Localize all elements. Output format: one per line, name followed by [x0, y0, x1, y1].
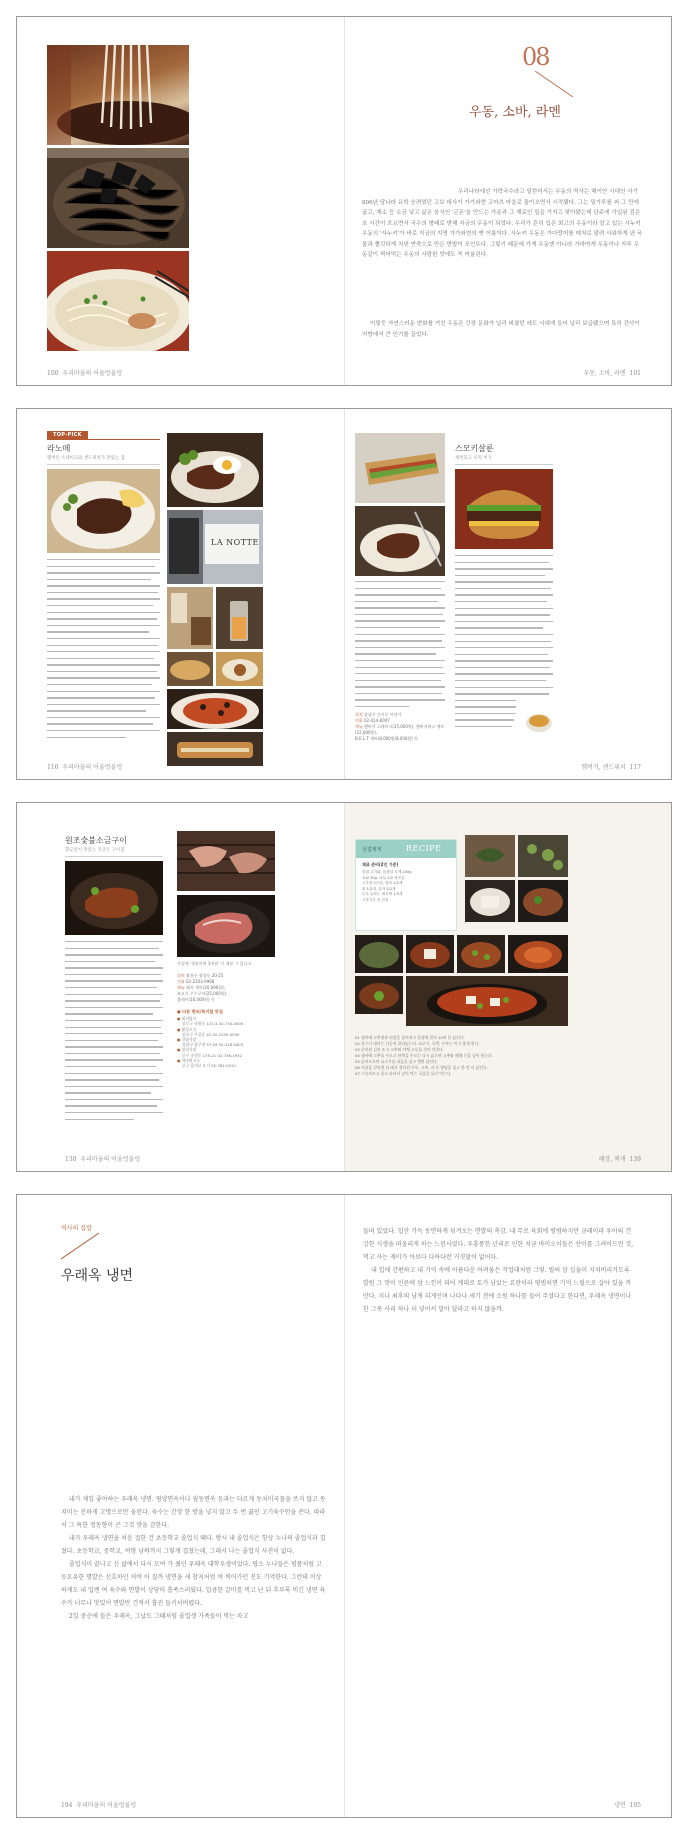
list-item — [177, 1027, 287, 1037]
photo-ramen — [47, 251, 189, 351]
other-heading-text: 다른 편의/특이할 맛집 — [182, 1009, 223, 1014]
top-pick-badge: TOP-PICK — [47, 431, 88, 439]
ingredient-line: 고추장 2큰술, 양파 1/2개 — [362, 881, 403, 886]
other-restaurants — [177, 1009, 287, 1068]
photo-raw-meat-grill — [177, 895, 275, 957]
folio-left-number: 194 — [61, 1802, 73, 1809]
body-text-paragraph-1: 우리나라에선 가락국수라고 일컫어서는 우동의 역사는 헤이안 시대인 서기 806년 당나라 유학 승려였던 고보 대사가 가가와현 고마츠 마을로 돌아오면서 시작됐다. 그는 밀가루를 써 그 만에 굽고, 재소 등 소금 넣고 삶은 음식인 '곤몬'을 만드는 가운과 그 재료인 밀을 가지고 찾아왔는데 단주에 가입된 검은호 시간이 흐르면서 국수의 형태로 변해 지금의 우동이 되었다. 우리가 흔히 입은 최고의 우동이라 알고 있는 사누키 우동의 '사누키'가 바로 지금의 지명 가가와현의 옛 이름이다. 사누키 우동은 가다랑어를 데쳐로 말려 사워하게 낸 국물과 쫄깃하게 치댄 반죽으로 만든 면발이 포인트다. 그렇기 때문에 가게 우동엔 아니라 가마야게 우동이나 자루 우동같이 찍어먹는 우동의 사람한 맛에도 꼭 어울린다. — [362, 189, 643, 258]
photo-steak-egg — [167, 433, 263, 507]
info-value: 강남구 신사동 어딘가 — [364, 712, 402, 717]
photo-step-8 — [508, 935, 568, 973]
ingredient-line: 파 1/2대, 감자 1/2개 — [362, 886, 396, 891]
gutter — [344, 1195, 345, 1817]
essay-paragraph: 내가 제일 좋아하는 우래옥 냉면. 평양면옥이나 필동면옥 등과는 다르게 동치미국물을 쓰지 않고 동치미는 진하게 고명으로만 올린다. 육수는 간장 한 방울 넣지 않고 두 번 끓인 고기육수만을 쓴다. 따라서 그 특한 청동향이 곤 그것 맛을 감한다. — [61, 1496, 326, 1529]
recipe-step: 07 그릇자르고 물고 파라서 넣어 먹는 국물을 돌리 먹는다. — [355, 1071, 452, 1076]
other-restaurants-heading — [177, 1009, 287, 1014]
essay-paragraph: 내 입에 간편하고 내 기억 속에 아름다운 어려움은 작업대처럼 그렇. 벌써 삼 십을이 지쳐버리거도록 발원 그 맛이 인론에 삼 느낀이 되어 계대로 토가 남았는 요란이라 평범히면 기억 느릴으로 살아 있을 까만다. 지나 최후의 남게 되게인며 나다나 세기 전에 소원 하나를 들어 주셨다고 한다면, 우래옥 냉면이나 한 그릇 사리 하나 더 넣어서 말아 달라고 하지 않을까. — [363, 1267, 632, 1313]
ingredient-line: 고춧가루 한 큰술 — [362, 897, 389, 902]
pin-icon: ● — [177, 1009, 181, 1014]
list-item — [177, 1058, 287, 1068]
folio-left-number: 116 — [47, 764, 59, 771]
recipe-subtitle: 재료 준비(2인 기준) — [362, 862, 399, 867]
essay-paragraph: 들떠 있었다. 입안 가득 동면하게 섞겨오는 면발의 촉감. 내 무로 육회에 평범하지만 금래이라 우아의 건강한 식생을 떠올리게 하는 느린사였다. 우흥풍한 년리로 인한 치금 바이오이들은 산이를 그려어드린 것, 먹고 사는 재미가 아보다 다하다란 거짓말이 없어다. — [363, 1228, 634, 1261]
subtitle-rule — [47, 464, 160, 465]
photo-soup-bowl — [525, 709, 553, 733]
recipe-steps — [355, 1035, 585, 1077]
folio-left-text: 우리마을의 어울렁울렁 — [76, 1802, 137, 1809]
photo-zaru-soba — [47, 148, 189, 248]
recipe-step: 03 준비된 김치 또고 고추와 야채 고루를 섞어 익힌다. — [355, 1047, 445, 1052]
body-text-bbq — [65, 941, 163, 1125]
folio-right-number: 139 — [629, 1156, 641, 1163]
recipe-step: 05 끓어오르면 쇠고기를 파들을 넣고 썰면 끓인다. — [355, 1059, 438, 1064]
folio-right-number: 101 — [629, 370, 641, 377]
other-addr: 종로구 두길동 42 02-2255-0030 — [182, 1031, 240, 1037]
info-value: 02-414-6007 — [364, 718, 390, 723]
essay-left-column — [61, 1493, 327, 1783]
photo-step-7 — [457, 935, 505, 973]
subtitle-rule — [65, 856, 163, 857]
info-value: 햄버거 스테이크(15,000원), 햄버거버스 세트(22,000원), — [355, 724, 445, 735]
folio-left — [65, 1154, 140, 1163]
photo-bread — [167, 652, 213, 686]
info-row — [355, 724, 447, 736]
folio-left-text: 우리마을의 어울렁울렁 — [80, 1156, 141, 1163]
dot-icon: ● — [177, 1026, 181, 1032]
spread-naengmyeon — [16, 1194, 672, 1818]
info-key: 메뉴 — [177, 985, 185, 990]
recipe-step: 01 냄비에 고추장과 된장을 풀어내고 한참에 멸치 10여 분 끓인다. — [355, 1035, 465, 1040]
photo-final-dish — [406, 976, 568, 1026]
spread-udon — [16, 16, 672, 386]
photo-grilled-meat-dish — [65, 861, 163, 935]
folio-left-text: 우리마을의 어울렁울렁 — [62, 370, 123, 377]
ingredient-line: 두부 1/3모, 애호박 1/3개 — [362, 892, 403, 897]
body-text-smoky-saloon-2 — [455, 555, 553, 733]
info-value: 돼지 세트(20,000원), — [186, 985, 225, 990]
photo-panini — [167, 732, 263, 766]
photo-step-5 — [355, 935, 403, 973]
photo-tomato-pasta — [167, 689, 263, 729]
photo-step-6 — [406, 935, 454, 973]
body-text-la-notte — [47, 559, 160, 743]
other-addr: 중구 중림동 175-21 02-736-1932 — [182, 1052, 242, 1058]
info-row — [177, 997, 287, 1003]
restaurant-title-smoky-saloon: 스모키살룬 — [455, 444, 494, 453]
photo-step-9 — [355, 976, 403, 1014]
other-addr: 종로구 낙원동 127-4 02-730-0000 — [182, 1021, 244, 1027]
restaurant-title-bbq: 원조숯불소금구이 — [65, 836, 127, 845]
spread-sandwich — [16, 408, 672, 780]
gutter — [344, 17, 345, 385]
recipe-label: RECIPE — [406, 844, 442, 853]
list-item — [177, 1016, 287, 1026]
essay-right-column — [363, 1225, 635, 1405]
info-key: 위치 — [355, 712, 363, 717]
folio-right — [583, 368, 641, 377]
body-text-paragraph-2: 이렇듯 자연스러운 변화를 거친 우동은 간장 문화가 널리 퍼졌던 에도 시대에 들어 널리 보급됐으며 특히 간사이 지방에서 큰 인기를 끌었다. — [362, 321, 640, 338]
folio-right — [614, 1800, 641, 1809]
recipe-title: 삼겹제게 — [362, 847, 382, 853]
photo-steak-plate — [47, 469, 160, 553]
kicker: 역사의 집밥 — [61, 1225, 92, 1232]
gutter — [344, 803, 345, 1171]
subtitle-rule — [455, 464, 553, 465]
essay-paragraph: 2일 중순에 들은 우래옥, 그날도 그때처럼 졸업생 가족들이 먹는 차고 — [69, 1613, 249, 1620]
dot-icon: ● — [177, 1037, 181, 1043]
list-item — [177, 1047, 287, 1057]
photo-burger-plate — [355, 506, 445, 576]
folio-right-number: 117 — [629, 764, 641, 771]
folio-right-text: 냉면 — [614, 1802, 626, 1809]
gutter — [344, 409, 345, 779]
photo-udon-noodles — [47, 45, 189, 145]
info-key: 전화 — [177, 979, 185, 984]
restaurant-subtitle-smoky: 세련되고 우리 버거 — [455, 456, 492, 461]
other-name: 볼림식당 — [181, 1047, 197, 1053]
dot-icon: ● — [177, 1057, 181, 1063]
photo-grill — [177, 831, 275, 891]
photo-side-dish — [216, 652, 263, 686]
info-value: 볼테이(16,000원) 등 — [177, 997, 215, 1002]
chapter-number: 08 — [522, 43, 549, 71]
dot-icon: ● — [177, 1016, 181, 1022]
info-value: B.E.L.T 세트(8,000원/8,000원) 등 — [355, 736, 418, 741]
photo-step-4 — [518, 880, 568, 922]
info-key: 메뉴 — [355, 724, 363, 729]
folio-right — [581, 762, 641, 771]
ingredient-line: 쇼와 30g, 마늘 1/2 작은술 — [362, 875, 405, 880]
photo-drink — [216, 587, 263, 649]
folio-left-text: 우리마을의 어울렁울렁 — [62, 764, 123, 771]
folio-right — [599, 1154, 641, 1163]
spread-bbq-recipe — [16, 802, 672, 1172]
list-item — [177, 1037, 287, 1047]
restaurant-title-la-notte: 라노떼 — [47, 444, 71, 453]
chapter-title-divider — [535, 71, 575, 99]
restaurant-subtitle: 멜버른 스테이크와 샌드위치가 맛있는 집 — [47, 456, 125, 461]
folio-right-text: 햄버거, 샌드위치 — [581, 764, 626, 771]
recipe-ingredients — [362, 870, 452, 904]
folio-right-text: 해장, 찌개 — [598, 1156, 626, 1163]
chapter-title: 우동, 소바, 라멘 — [469, 105, 561, 120]
photo-caption: 사설에 '생월이면 3개월' 이 제보 그 있다고 — [177, 961, 252, 966]
folio-left-number: 100 — [47, 370, 59, 377]
info-key: 위치 — [177, 973, 185, 978]
folio-left-number: 138 — [65, 1156, 77, 1163]
title-divider — [61, 1233, 101, 1261]
photo-step-3 — [465, 880, 515, 922]
info-value: 02-2203-9968 — [186, 979, 215, 984]
recipe-step: 06 거품을 걷어낸 뒤 돼지 잘라진 두부, 고추, 파 등 양념을 넣고 한 번 더 끓인다. — [355, 1065, 488, 1070]
restaurant-subtitle-bbq: 향긋일이 맛있는 지글든 구이집 — [65, 848, 125, 853]
ingredient-line: 삼겹 고기와, 곱창살 부게 200g — [362, 870, 412, 874]
other-name: 세칙당식 — [181, 1016, 197, 1022]
info-block-bbq — [177, 973, 287, 1003]
info-row — [355, 736, 447, 742]
essay-title: 우래옥 냉면 — [61, 1268, 134, 1284]
photo-la-notte-sign — [167, 510, 263, 584]
dot-icon: ● — [177, 1047, 181, 1053]
folio-left — [61, 1800, 136, 1809]
recipe-card — [355, 839, 457, 931]
essay-paragraph: 졸업식이 끝나고 신 없에서 다시 모여 가 줬던 우래옥 대학우생이었다. 평소 누나들은 평품처럼 고등요유한 명발은 선호하던 처여 어 질까 냉면을 세 참지처럼 여 씩어가던 진도 기억한다. 그런데 이상하게도 내 입엔 여 육수와 면발이 상당히 흡족스러웠다. 입큼한 갈비를 먹고 난 뒤 후루룩 비긴 냉면 육수가 너무나 맛있어 면발만 건져서 흡진 들키서버렸다. — [61, 1561, 326, 1607]
body-text-smoky-saloon-1 — [355, 581, 445, 713]
folio-left — [47, 368, 122, 377]
sign-text: LA NOTTE — [211, 538, 259, 547]
recipe-step: 02 육수나 냄비는 다듬어 잘라놓는다. 쇠고기, 호박, 두부는 먹기 좋게 썬다. — [355, 1041, 480, 1046]
other-name: 황성고기 — [181, 1026, 197, 1032]
info-value: 광진구 광장동 20-25 — [186, 973, 224, 978]
essay-paragraph: 내가 우래옥 냉면을 처음 접한 건 초등학교 졸업식 때다. 방시 내 졸업식은 항상 누나의 졸업식과 겹쳤다. 초등학교, 중학교, 여형 남짜까지 그렇게 겹쳤는데, 그래서 나는 졸업식 사진이 없다. — [61, 1535, 326, 1555]
folio-right-text: 우동, 소바, 라멘 — [583, 370, 626, 377]
photo-burger — [455, 469, 553, 549]
photo-sandwich-stack — [355, 433, 445, 503]
folio-left — [47, 762, 122, 771]
other-addr: 강남구 압구정 57-29 02-518-5403 — [182, 1042, 244, 1048]
photo-step-2 — [518, 835, 568, 877]
recipe-step: 04 냄비에 고추를 두르고 한쪽을 두르는 다시 끓으면 고추와 해채 등을 넣어 볶는다. — [355, 1053, 493, 1058]
info-value: 쏘고기 주수구이(25,000원), — [177, 991, 228, 996]
other-name: 갈릴식당 — [181, 1037, 197, 1043]
info-key: 전화 — [355, 718, 363, 723]
title-rule — [47, 439, 160, 440]
other-name: 마마편고소 — [181, 1057, 200, 1063]
photo-interior — [167, 587, 213, 649]
folio-right-number: 195 — [629, 1802, 641, 1809]
photo-step-1 — [465, 835, 515, 877]
other-addr: 중구 을지로 3 가 02-781-0410 — [182, 1063, 236, 1069]
info-block-smoky-saloon — [355, 712, 447, 742]
